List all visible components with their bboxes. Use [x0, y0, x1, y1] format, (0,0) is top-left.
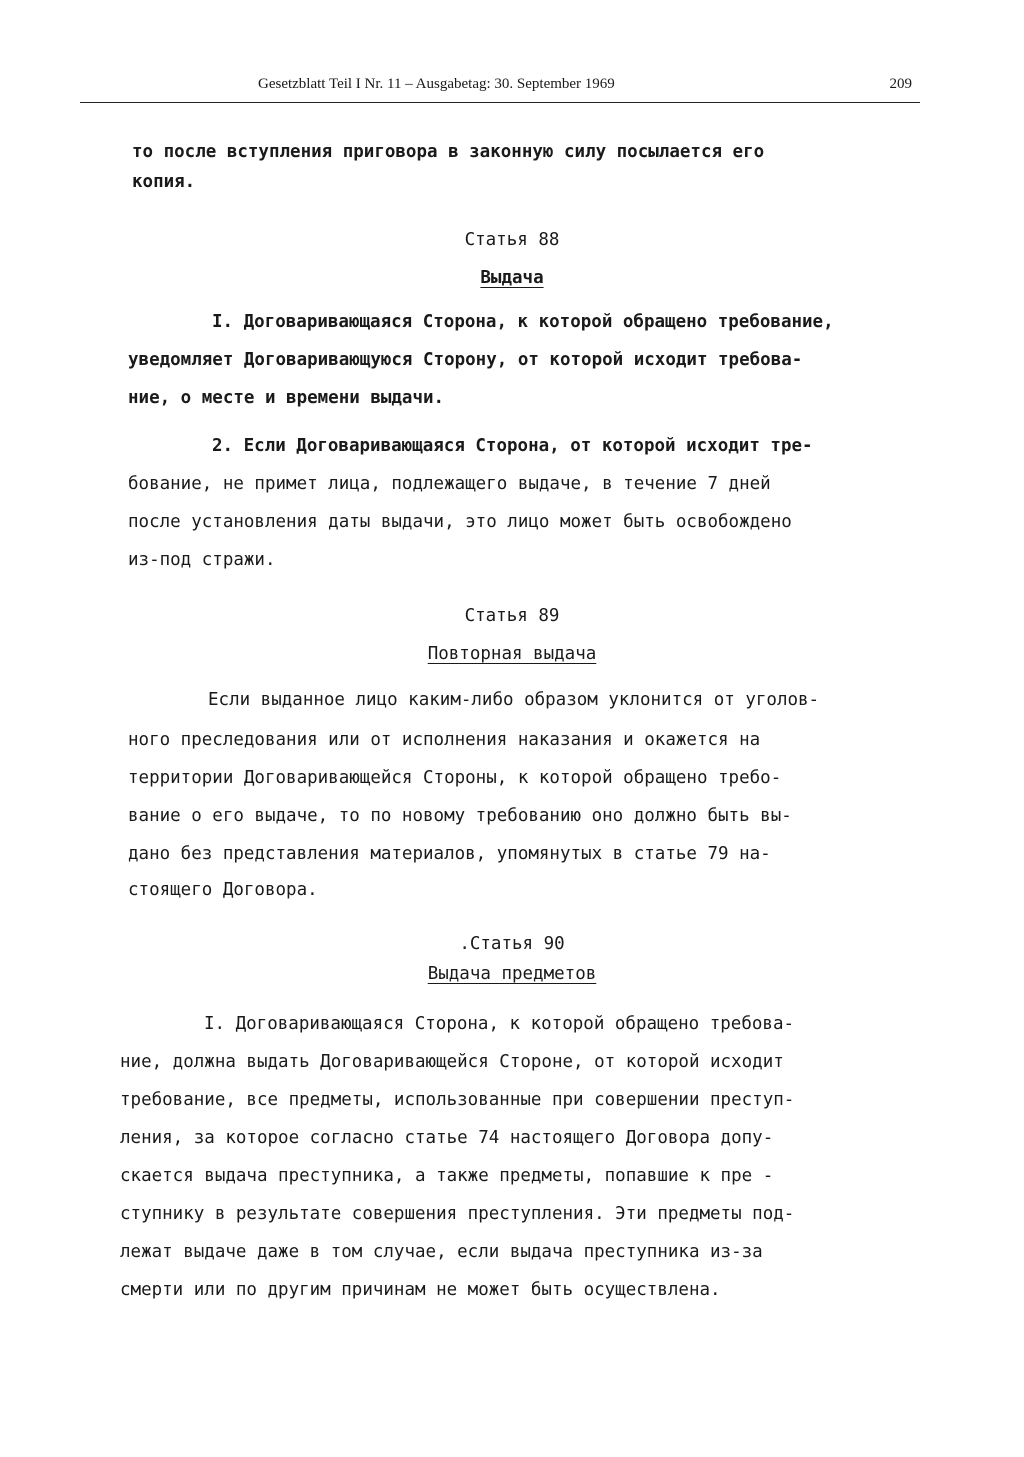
- intro-line: копия.: [132, 172, 196, 192]
- article-90-p1-line: лежат выдаче даже в том случае, если выдача преступника из-за: [120, 1242, 763, 1262]
- article-88-p2-line: из-под стражи.: [128, 550, 276, 570]
- article-88-p2-line: 2. Если Договаривающаяся Сторона, от которой исходит тре-: [212, 436, 813, 456]
- page-header: [80, 72, 920, 103]
- article-88-p2-line: после установления даты выдачи, это лицо может быть освобождено: [128, 512, 792, 532]
- article-90-p1-line: ления, за которое согласно статье 74 настоящего Договора допу-: [120, 1128, 774, 1148]
- article-88-title: Выдача: [480, 268, 544, 288]
- article-89-p1-line: ного преследования или от исполнения наказания и окажется на: [128, 730, 761, 750]
- article-89-p1-line: дано без представления материалов, упомянутых в статье 79 на-: [128, 844, 771, 864]
- article-88-p1-line: ние, о месте и времени выдачи.: [128, 388, 445, 408]
- article-89-p1-line: территории Договаривающейся Стороны, к которой обращено требо-: [128, 768, 782, 788]
- article-89-p1-line: Если выданное лицо каким-либо образом уклонится от уголов-: [208, 690, 820, 710]
- article-89-heading: Статья 89: [464, 606, 560, 626]
- article-90-p1-line: скается выдача преступника, а также предметы, попавшие к пре -: [120, 1166, 774, 1186]
- article-89-p1-line: стоящего Договора.: [128, 880, 318, 900]
- article-88-p2-line: бование, не примет лица, подлежащего выдаче, в течение 7 дней: [128, 474, 771, 494]
- article-90-p1-line: ние, должна выдать Договаривающейся Стороне, от которой исходит: [120, 1052, 784, 1072]
- gazette-title: Gesetzblatt Teil I Nr. 11 – Ausgabetag: 30. September 1969: [258, 76, 615, 92]
- article-90-p1-line: требование, все предметы, использованные при совершении преступ-: [120, 1090, 795, 1110]
- article-90-title: Выдача предметов: [427, 964, 597, 984]
- article-90-p1-line: ступнику в результате совершения преступления. Эти предметы под-: [120, 1204, 795, 1224]
- article-90-heading: .Статья 90: [459, 934, 565, 954]
- article-90-p1-line: I. Договаривающаяся Сторона, к которой обращено требова-: [204, 1014, 795, 1034]
- article-88-heading: Статья 88: [464, 230, 560, 250]
- article-90-p1-line: смерти или по другим причинам не может быть осуществлена.: [120, 1280, 721, 1300]
- article-88-p1-line: уведомляет Договаривающуюся Сторону, от которой исходит требова-: [128, 350, 803, 370]
- article-89-title: Повторная выдача: [427, 644, 597, 664]
- article-88-p1-line: I. Договаривающаяся Сторона, к которой обращено требование,: [212, 312, 834, 332]
- intro-line: то после вступления приговора в законную силу посылается его: [132, 142, 765, 162]
- page-number: 209: [889, 76, 912, 92]
- article-89-p1-line: вание о его выдаче, то по новому требованию оно должно быть вы-: [128, 806, 792, 826]
